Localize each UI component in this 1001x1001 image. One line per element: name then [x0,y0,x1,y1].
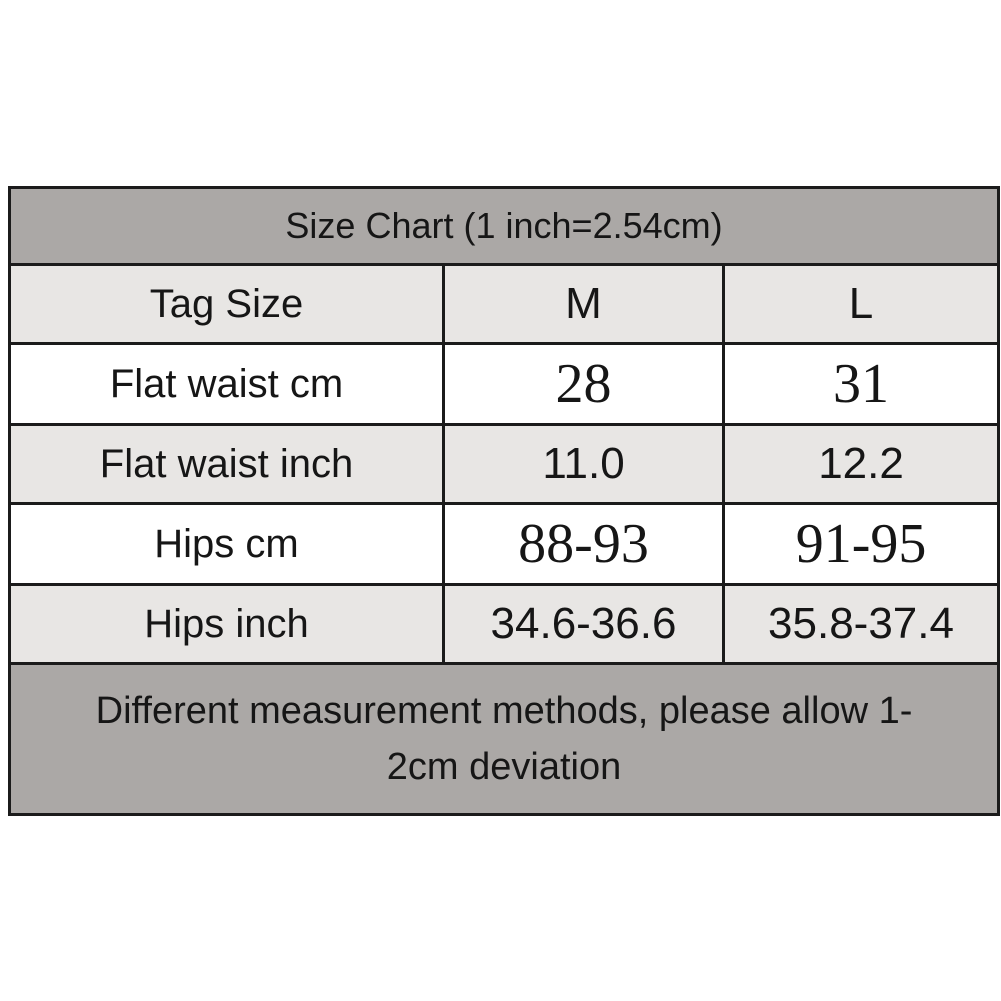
column-header-l: L [724,265,999,344]
cell-flat-waist-cm-l: 31 [724,344,999,425]
table-row-hips-cm [10,504,999,585]
cell-hips-inch-m: 34.6-36.6 [444,585,724,664]
table-row-flat-waist-inch [10,425,999,504]
row-label-flat-waist-cm: Flat waist cm [10,344,444,425]
table-row-hips-inch [10,585,999,664]
cell-flat-waist-inch-l: 12.2 [724,425,999,504]
cell-flat-waist-cm-m: 28 [444,344,724,425]
cell-flat-waist-inch-m: 11.0 [444,425,724,504]
column-header-m: M [444,265,724,344]
size-chart-table [8,186,1000,816]
footer-row [10,664,999,815]
row-label-hips-cm: Hips cm [10,504,444,585]
measurement-note [10,664,999,815]
row-label-hips-inch: Hips inch [10,585,444,664]
row-label-flat-waist-inch: Flat waist inch [10,425,444,504]
tag-size-header: Tag Size [10,265,444,344]
table-row-flat-waist-cm [10,344,999,425]
measurement-note-line2: 2cm deviation [386,746,622,788]
header-row [10,265,999,344]
measurement-note-line1: Different measurement methods, please allow 1- [95,690,913,732]
cell-hips-inch-l: 35.8-37.4 [724,585,999,664]
cell-hips-cm-l: 91-95 [724,504,999,585]
title-row [10,188,999,265]
cell-hips-cm-m: 88-93 [444,504,724,585]
size-chart-title: Size Chart (1 inch=2.54cm) [10,188,999,265]
